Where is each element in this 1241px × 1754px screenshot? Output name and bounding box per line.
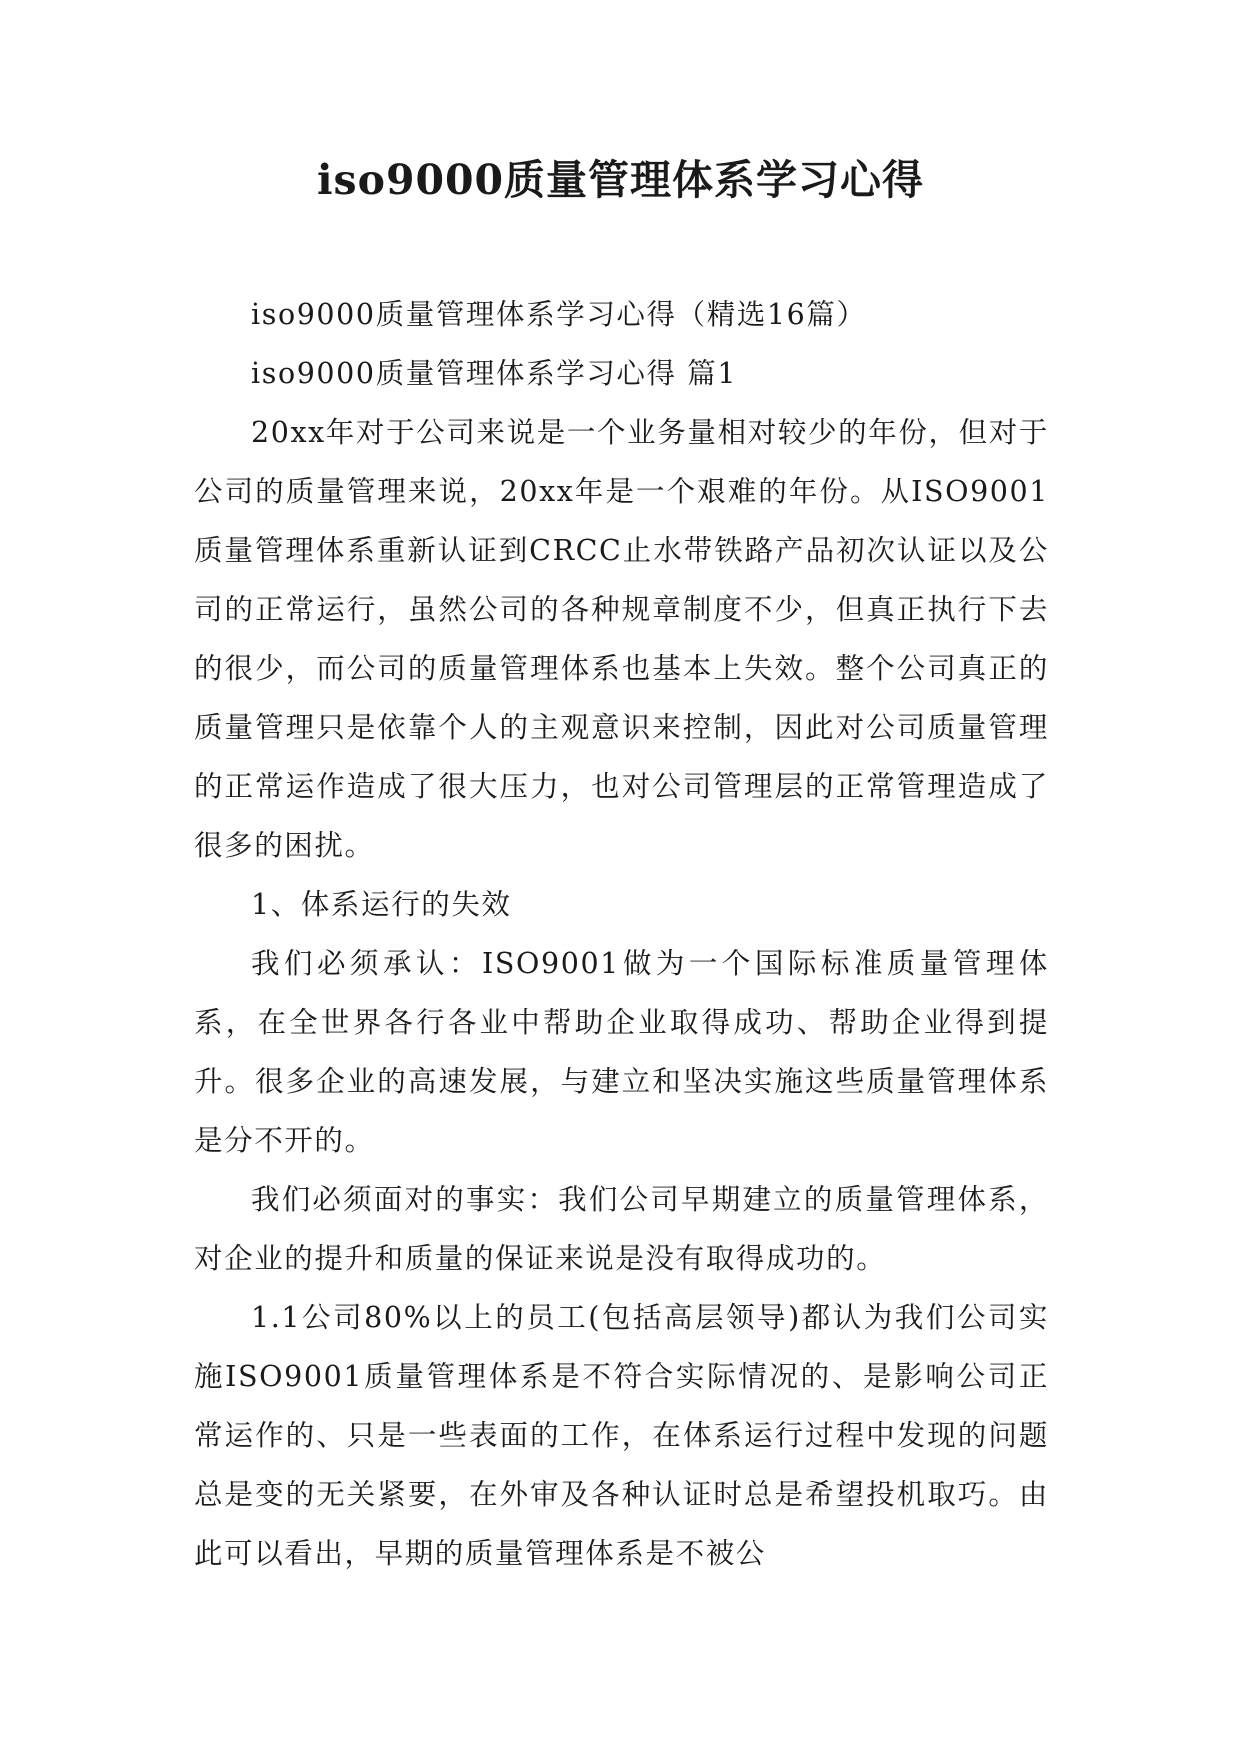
subsection-heading: 1、体系运行的失效: [251, 888, 512, 921]
body-paragraph: 我们必须承认：ISO9001做为一个国际标准质量管理体系，在全世界各行各业中帮助企业取得成功、帮助企业得到提升。很多企业的高速发展，与建立和坚决实施这些质量管理体系是分不开的。: [194, 947, 1049, 1157]
body-paragraph: 20xx年对于公司来说是一个业务量相对较少的年份，但对于公司的质量管理来说，20xx年是一个艰难的年份。从ISO9001质量管理体系重新认证到CRCC止水带铁路产品初次认证以及公司的正常运行，虽然公司的各种规章制度不少，但真正执行下去的很少，而公司的质量管理体系也基本上失效。整个公司真正的质量管理只是依靠个人的主观意识来控制，因此对公司质量管理的正常运作造成了很大压力，也对公司管理层的正常管理造成了很多的困扰。: [194, 416, 1049, 862]
body-paragraph: 我们必须面对的事实：我们公司早期建立的质量管理体系，对企业的提升和质量的保证来说是没有取得成功的。: [194, 1183, 1049, 1275]
document-title: iso9000质量管理体系学习心得: [316, 156, 925, 204]
body-paragraph: 1.1公司80%以上的员工(包括高层领导)都认为我们公司实施ISO9001质量管理体系是不符合实际情况的、是影响公司正常运作的、只是一些表面的工作，在体系运行过程中发现的问题总是变的无关紧要，在外审及各种认证时总是希望投机取巧。由此可以看出，早期的质量管理体系是不被公: [194, 1301, 1049, 1570]
document-body: [194, 285, 1049, 1583]
subtitle-paragraph: iso9000质量管理体系学习心得（精选16篇）: [251, 298, 867, 331]
section-heading-1: iso9000质量管理体系学习心得 篇1: [251, 357, 738, 390]
